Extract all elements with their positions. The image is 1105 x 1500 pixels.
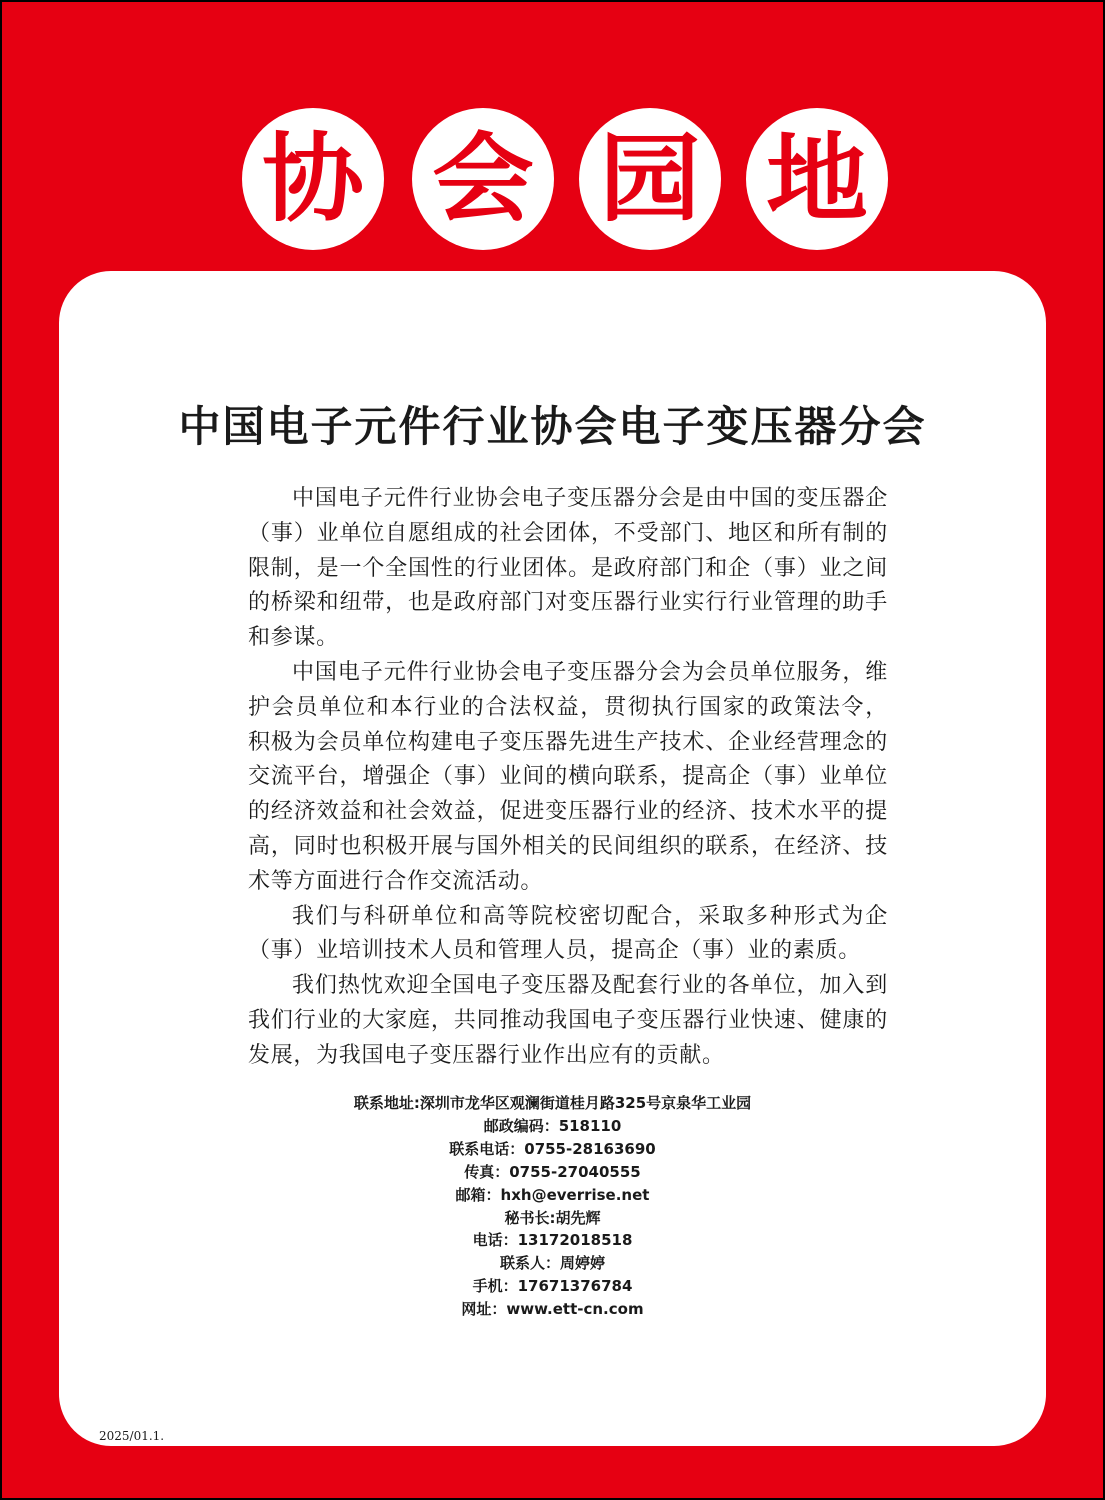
contact-person: 联系人：周婷婷 <box>499 1254 605 1273</box>
footer-date: 2025/01.1. <box>99 1429 165 1443</box>
logo-circle-xie <box>242 108 384 250</box>
paragraph-intro: 中国电子元件行业协会电子变压器分会是由中国的变压器企（事）业单位自愿组成的社会团体，不受部门、地区和所有制的限制，是一个全国性的行业团体。是政府部门和企（事）业之间的桥梁和纽带，也是政府部门对变压器行业实行行业管理的助手和参谋。 <box>248 486 888 651</box>
contact-info <box>0 1092 1105 1321</box>
contact-phone: 联系电话：0755-28163690 <box>449 1139 656 1158</box>
contact-postcode: 邮政编码：518110 <box>483 1116 622 1135</box>
contact-website: 网址：www.ett-cn.com <box>461 1300 644 1319</box>
logo-circle-yuan <box>579 108 721 250</box>
contact-secretary-phone: 电话：13172018518 <box>472 1231 633 1250</box>
paragraph-welcome: 我们热忱欢迎全国电子变压器及配套行业的各单位，加入到我们行业的大家庭，共同推动我国电子变压器行业快速、健康的发展，为我国电子变压器行业作出应有的贡献。 <box>248 973 888 1068</box>
logo-glyph-di: 地 <box>766 123 868 235</box>
logo-circle-hui <box>412 108 554 250</box>
paragraph-services: 中国电子元件行业协会电子变压器分会为会员单位服务，维护会员单位和本行业的合法权益，贯彻执行国家的政策法令， 积极为会员单位构建电子变压器先进生产技术、企业经营理念的交流平台，增强企（事）业间的横向联系，提高企（事）业单位的经济效益和社会效益，促进变压器行业的经济、技术水平的提高，同时也积极开展与国外相关的民间组织的联系，在经济、技术等方面进行合作交流活动。 <box>248 659 888 894</box>
contact-mobile: 手机：17671376784 <box>472 1277 633 1296</box>
contact-secretary-general: 秘书长:胡先辉 <box>504 1208 601 1227</box>
page-title: 中国电子元件行业协会电子变压器分会 <box>178 402 927 451</box>
contact-address: 联系地址:深圳市龙华区观澜街道桂月路325号京泉华工业园 <box>353 1094 752 1112</box>
contact-email: 邮箱：hxh@everrise.net <box>455 1185 650 1204</box>
body-text <box>248 482 888 1074</box>
header-logo-circles <box>0 108 1105 250</box>
paragraph-training: 我们与科研单位和高等院校密切配合，采取多种形式为企（事）业培训技术人员和管理人员，提高企（事）业的素质。 <box>248 903 888 964</box>
logo-glyph-yuan: 园 <box>599 123 701 235</box>
logo-circle-di <box>746 108 888 250</box>
logo-glyph-xie: 协 <box>262 123 364 235</box>
logo-glyph-hui: 会 <box>432 123 534 235</box>
contact-fax: 传真：0755-27040555 <box>464 1162 641 1181</box>
